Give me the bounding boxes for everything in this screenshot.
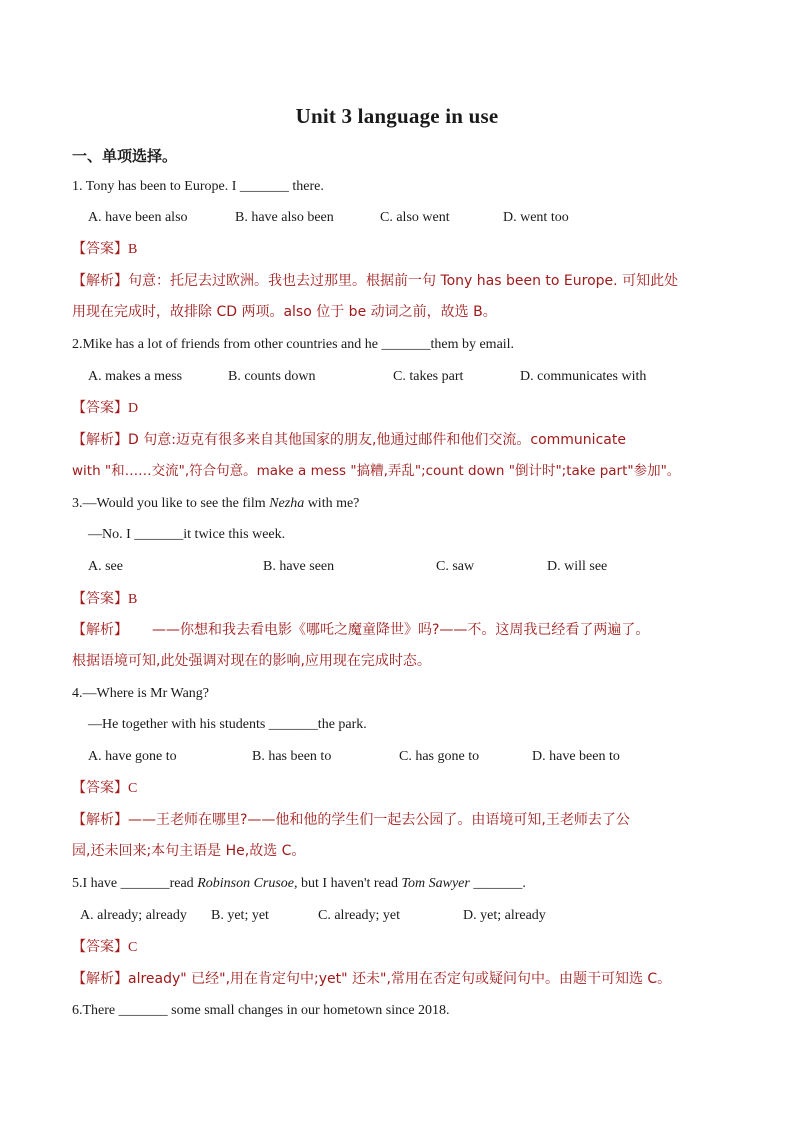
answer-label: 【答案】 bbox=[72, 780, 128, 796]
q4-stem2: —He together with his students _______the park. bbox=[88, 717, 367, 732]
q4-option-c: C. has gone to bbox=[399, 749, 480, 764]
q3-option-d: D. will see bbox=[547, 559, 608, 574]
q3-option-b: B. have seen bbox=[263, 559, 335, 574]
q5-stem-a: 5.I have _______read bbox=[72, 876, 198, 891]
q3-answer-value: B bbox=[128, 592, 138, 607]
q2-analysis bbox=[72, 430, 626, 450]
q2-option-d: D. communicates with bbox=[520, 369, 647, 384]
q5-analysis bbox=[72, 969, 671, 989]
q2-option-a: A. makes a mess bbox=[88, 369, 183, 384]
q1-analysis-line1: 句意：托尼去过欧洲。我也去过那里。根据前一句 Tony has been to Europe. 可知此处 bbox=[128, 273, 679, 289]
q1-option-a: A. have been also bbox=[88, 210, 188, 225]
q2-answer bbox=[72, 398, 138, 419]
q3-film-title: Nezha bbox=[269, 496, 305, 511]
q4-option-d: D. have been to bbox=[532, 749, 620, 764]
q5-analysis-line1: already" 已经",用在肯定句中;yet" 还未",常用在否定句或疑问句中。由题干可知选 C。 bbox=[128, 971, 672, 987]
answer-label: 【答案】 bbox=[72, 400, 128, 416]
q5-book-2: Tom Sawyer bbox=[401, 876, 470, 891]
q2-stem: 2.Mike has a lot of friends from other countries and he _______them by email. bbox=[72, 337, 515, 352]
q1-option-c: C. also went bbox=[380, 210, 450, 225]
q3-option-a: A. see bbox=[88, 559, 123, 574]
answer-label: 【答案】 bbox=[72, 591, 128, 607]
q5-stem bbox=[72, 874, 526, 894]
q1-answer-value: B bbox=[128, 242, 138, 257]
analysis-label: 【解析】 bbox=[72, 622, 128, 638]
analysis-label: 【解析】 bbox=[72, 273, 128, 289]
q5-option-b: B. yet; yet bbox=[211, 908, 269, 923]
analysis-label: 【解析】 bbox=[72, 432, 128, 448]
q4-analysis bbox=[72, 810, 630, 830]
q3-stem2: —No. I _______it twice this week. bbox=[88, 527, 286, 542]
q3-answer bbox=[72, 589, 137, 610]
q1-answer bbox=[72, 239, 137, 260]
q4-analysis-line2: 园,还未回来;本句主语是 He,故选 C。 bbox=[72, 843, 306, 859]
q2-analysis-line2: with "和……交流",符合句意。make a mess "搞糟,弄乱";count down "倒计时";take part"参加"。 bbox=[72, 463, 681, 479]
q3-option-c: C. saw bbox=[436, 559, 475, 574]
answer-label: 【答案】 bbox=[72, 939, 128, 955]
q4-option-a: A. have gone to bbox=[88, 749, 177, 764]
q3-analysis-line2: 根据语境可知,此处强调对现在的影响,应用现在完成时态。 bbox=[72, 653, 431, 669]
q1-analysis-line2: 用现在完成时，故排除 CD 两项。also 位于 be 动词之前，故选 B。 bbox=[72, 304, 497, 320]
q3-analysis-line1: ——你想和我去看电影《哪吒之魔童降世》吗?——不。这周我已经看了两遍了。 bbox=[152, 622, 650, 638]
q5-answer bbox=[72, 937, 137, 958]
q4-stem: 4.—Where is Mr Wang? bbox=[72, 686, 210, 701]
q2-option-c: C. takes part bbox=[393, 369, 464, 384]
q1-stem: 1. Tony has been to Europe. I _______ there. bbox=[72, 179, 324, 194]
q3-stem bbox=[72, 494, 359, 514]
q3-stem-post: with me? bbox=[304, 496, 360, 511]
q1-option-d: D. went too bbox=[503, 210, 569, 225]
q5-option-c: C. already; yet bbox=[318, 908, 401, 923]
q4-answer-value: C bbox=[128, 781, 138, 796]
q5-option-d: D. yet; already bbox=[463, 908, 546, 923]
answer-label: 【答案】 bbox=[72, 241, 128, 257]
analysis-label: 【解析】 bbox=[72, 812, 128, 828]
q5-stem-b: , but I haven't read bbox=[294, 876, 402, 891]
q3-analysis bbox=[72, 620, 649, 640]
q5-book-1: Robinson Crusoe bbox=[197, 876, 295, 891]
q5-answer-value: C bbox=[128, 940, 138, 955]
q4-option-b: B. has been to bbox=[252, 749, 332, 764]
section-heading: 一、单项选择。 bbox=[72, 147, 178, 165]
q3-stem-pre: 3.—Would you like to see the film bbox=[72, 496, 270, 511]
q1-analysis bbox=[72, 271, 678, 291]
analysis-label: 【解析】 bbox=[72, 971, 128, 987]
q5-option-a: A. already; already bbox=[80, 908, 187, 923]
page-title: Unit 3 language in use bbox=[295, 104, 499, 128]
q2-analysis-line1: D 句意:迈克有很多来自其他国家的朋友,他通过邮件和他们交流。communicate bbox=[128, 432, 626, 448]
q2-option-b: B. counts down bbox=[228, 369, 316, 384]
q4-analysis-line1: ——王老师在哪里?——他和他的学生们一起去公园了。由语境可知,王老师去了公 bbox=[128, 812, 630, 828]
q5-stem-c: _______. bbox=[469, 876, 526, 891]
q6-stem: 6.There _______ some small changes in our hometown since 2018. bbox=[72, 1003, 450, 1018]
q2-answer-value: D bbox=[128, 401, 139, 416]
q1-option-b: B. have also been bbox=[235, 210, 334, 225]
q4-answer bbox=[72, 778, 137, 799]
